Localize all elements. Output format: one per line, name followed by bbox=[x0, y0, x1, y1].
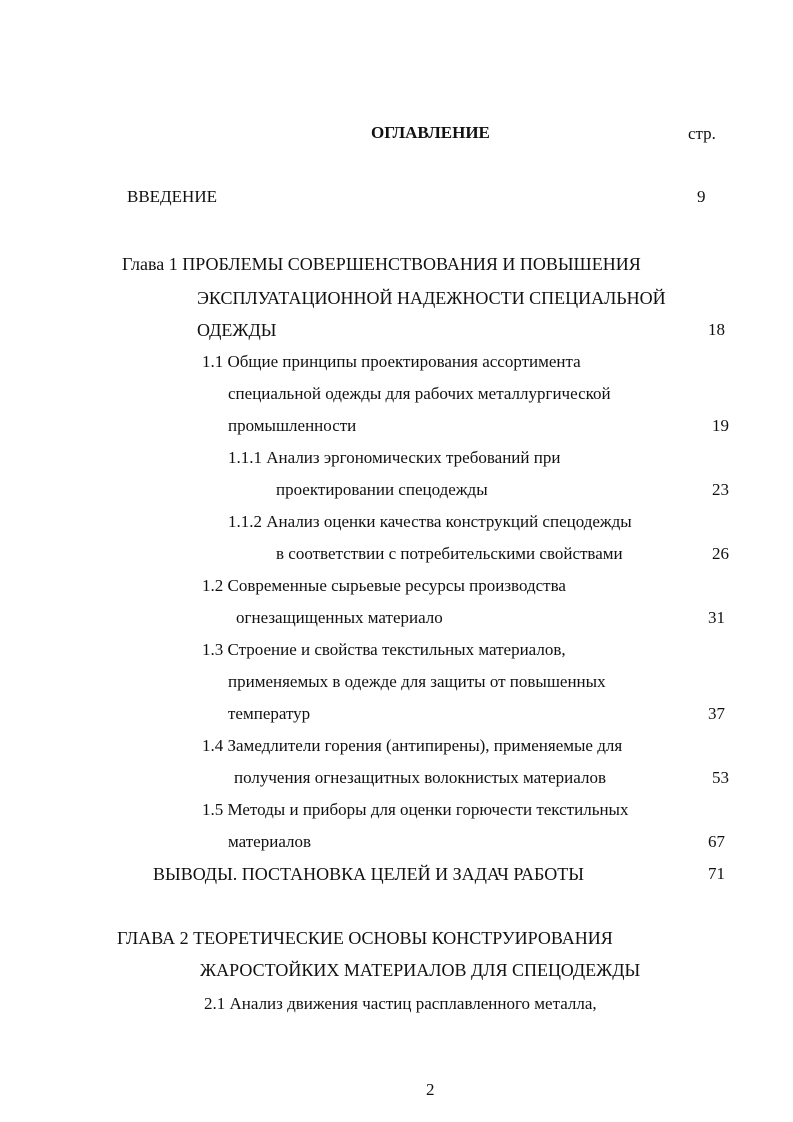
toc-chapter-2-line: ЖАРОСТОЙКИХ МАТЕРИАЛОВ ДЛЯ СПЕЦОДЕЖДЫ bbox=[200, 960, 641, 980]
toc-subsection-line: в соответствии с потребительскими свойствами bbox=[276, 544, 623, 563]
toc-subsection-line: проектировании спецодежды bbox=[276, 480, 488, 499]
toc-page-number: 18 bbox=[708, 320, 725, 339]
page-title: ОГЛАВЛЕНИЕ bbox=[371, 123, 490, 142]
toc-section-line: 2.1 Анализ движения частиц расплавленного металла, bbox=[204, 994, 597, 1013]
toc-section-line: 1.4 Замедлители горения (антипирены), применяемые для bbox=[202, 736, 623, 755]
toc-subsection-line: 1.1.2 Анализ оценки качества конструкций спецодежды bbox=[228, 512, 632, 531]
toc-page-number: 71 bbox=[708, 864, 725, 883]
toc-section-line: температур bbox=[228, 704, 311, 723]
toc-page-number: 26 bbox=[712, 544, 729, 563]
toc-subsection-line: 1.1.1 Анализ эргономических требований при bbox=[228, 448, 561, 467]
toc-section-line: специальной одежды для рабочих металлургической bbox=[228, 384, 611, 403]
toc-section-line: 1.3 Строение и свойства текстильных материалов, bbox=[202, 640, 566, 659]
toc-page-number: 37 bbox=[708, 704, 725, 723]
toc-page-number: 9 bbox=[697, 187, 706, 206]
toc-section-line: огнезащищенных материало bbox=[236, 608, 443, 627]
toc-section-line: 1.1 Общие принципы проектирования ассортимента bbox=[202, 352, 581, 371]
toc-section-line: 1.5 Методы и приборы для оценки горючести текстильных bbox=[202, 800, 629, 819]
toc-chapter-1-line: Глава 1 ПРОБЛЕМЫ СОВЕРШЕНСТВОВАНИЯ И ПОВЫШЕНИЯ bbox=[122, 254, 641, 274]
toc-conclusions: ВЫВОДЫ. ПОСТАНОВКА ЦЕЛЕЙ И ЗАДАЧ РАБОТЫ bbox=[153, 864, 584, 884]
toc-page-number: 23 bbox=[712, 480, 729, 499]
toc-section-line: получения огнезащитных волокнистых материалов bbox=[234, 768, 606, 787]
toc-chapter-1-line: ЭКСПЛУАТАЦИОННОЙ НАДЕЖНОСТИ СПЕЦИАЛЬНОЙ bbox=[197, 288, 666, 308]
toc-page-number: 67 bbox=[708, 832, 725, 851]
toc-section-line: 1.2 Современные сырьевые ресурсы производства bbox=[202, 576, 566, 595]
toc-page-number: 31 bbox=[708, 608, 725, 627]
toc-section-line: применяемых в одежде для защиты от повышенных bbox=[228, 672, 606, 691]
page-number: 2 bbox=[426, 1080, 435, 1099]
toc-section-line: промышленности bbox=[228, 416, 357, 435]
toc-chapter-1-line: ОДЕЖДЫ bbox=[197, 320, 277, 340]
toc-section-line: материалов bbox=[228, 832, 312, 851]
toc-chapter-2-line: ГЛАВА 2 ТЕОРЕТИЧЕСКИЕ ОСНОВЫ КОНСТРУИРОВАНИЯ bbox=[117, 928, 613, 948]
toc-page-number: 19 bbox=[712, 416, 729, 435]
toc-entry-introduction: ВВЕДЕНИЕ bbox=[127, 187, 217, 206]
page-column-label: стр. bbox=[688, 124, 716, 143]
toc-page-number: 53 bbox=[712, 768, 729, 787]
